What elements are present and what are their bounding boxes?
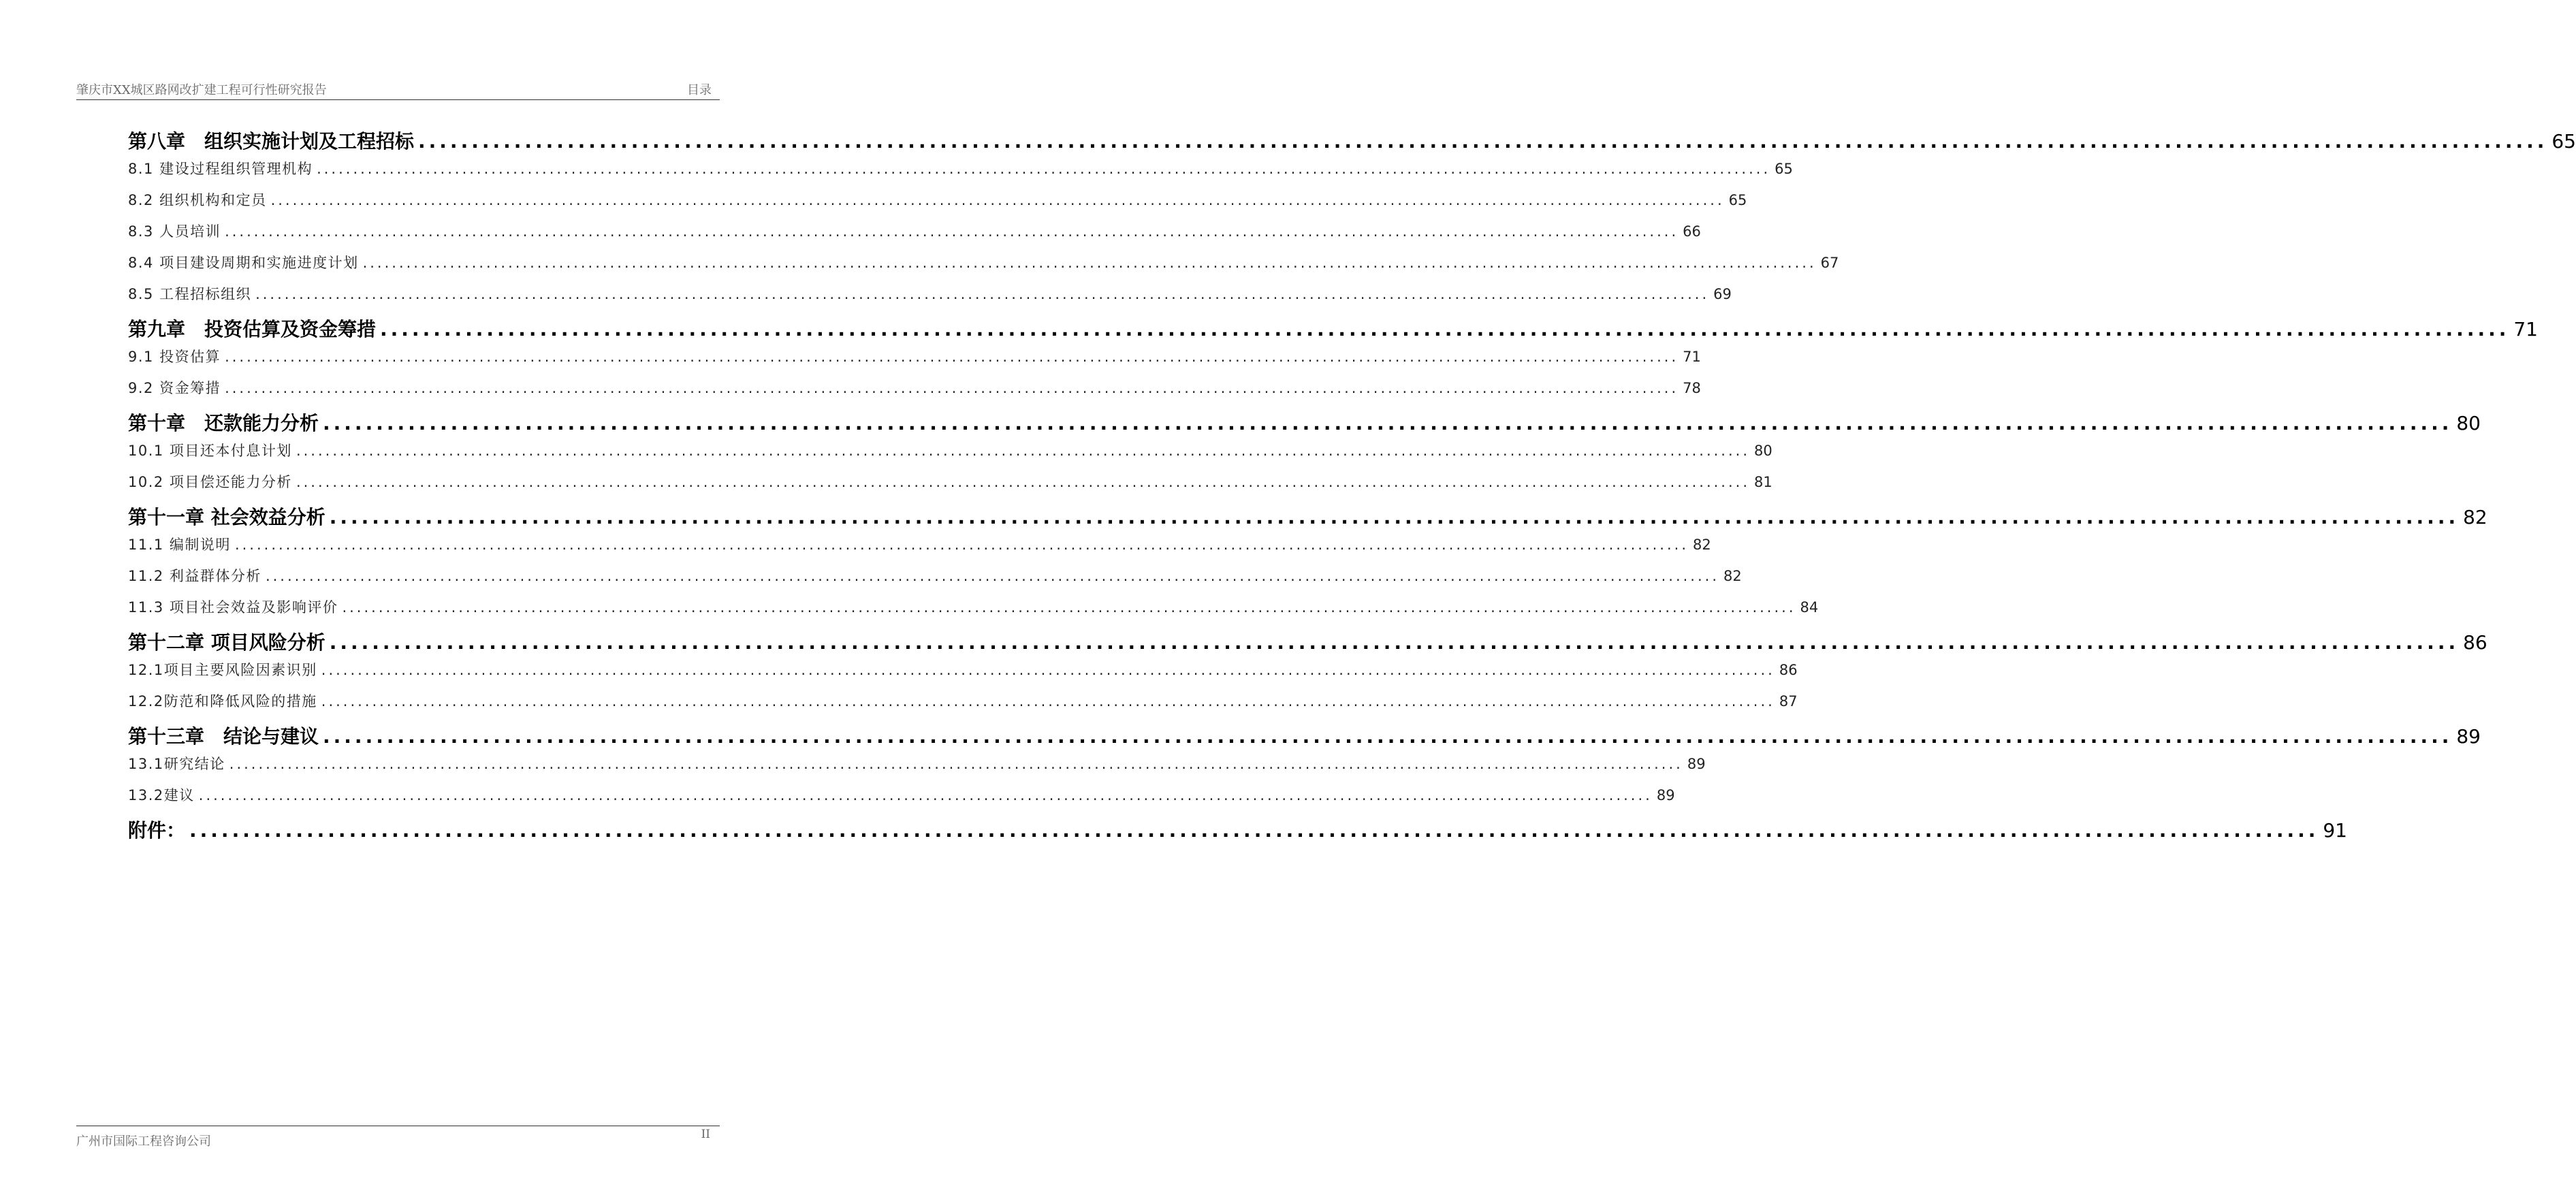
toc-chapter-entry[interactable] — [128, 503, 2487, 530]
toc-page-number: 91 — [2323, 819, 2347, 842]
toc-entry-title: 8.4 项目建设周期和实施进度计划 — [128, 255, 359, 271]
toc-dot-leader: ........................................................................................................................................................................................................ — [225, 380, 1679, 396]
toc-dot-leader: ........................................................................................................................................................................................................ — [342, 599, 1796, 616]
toc-entry-title: 9.2 资金筹措 — [128, 380, 221, 396]
toc-page-number: 65 — [2551, 130, 2576, 153]
toc-page-number: 89 — [1687, 756, 1706, 772]
toc-section-entry[interactable] — [128, 690, 1798, 711]
toc-entry-title: 第十三章 结论与建议 — [128, 725, 319, 748]
toc-entry-title: 8.2 组织机构和定员 — [128, 192, 267, 208]
toc-chapter-entry[interactable] — [128, 722, 2481, 749]
footer-page-number: II — [701, 1128, 710, 1141]
toc-page-number: 65 — [1728, 192, 1747, 208]
toc-page-number: 86 — [2463, 631, 2487, 654]
toc-section-entry[interactable] — [128, 346, 1701, 366]
toc-page-number: 81 — [1754, 474, 1772, 490]
toc-entry-title: 11.3 项目社会效益及影响评价 — [128, 599, 338, 616]
toc-entry-title: 8.3 人员培训 — [128, 223, 221, 240]
toc-dot-leader: ........................................................................................................................................................................................................ — [321, 693, 1775, 710]
toc-dot-leader: ........................................................................................................................................................................................................ — [270, 192, 1725, 208]
toc-entry-title: 12.1项目主要风险因素识别 — [128, 662, 317, 678]
toc-section-entry[interactable] — [128, 659, 1798, 680]
toc-entry-title: 9.1 投资估算 — [128, 349, 221, 365]
toc-entry-title: 10.2 项目偿还能力分析 — [128, 474, 292, 490]
toc-page-number: 82 — [1693, 537, 1711, 553]
toc-page-number: 71 — [1683, 349, 1701, 365]
toc-section-entry[interactable] — [128, 377, 1701, 398]
toc-entry-title: 第十章 还款能力分析 — [128, 412, 319, 434]
toc-page-number: 87 — [1779, 693, 1798, 710]
toc-page-number: 84 — [1800, 599, 1819, 616]
toc-dot-leader: ........................................................................................................................................................................................................ — [229, 756, 1683, 772]
toc-dot-leader: ........................................................................................................................................................................................................ — [255, 286, 1710, 302]
toc-dot-leader: ........................................................................................................................................................................................................ — [329, 631, 2460, 654]
toc-section-entry[interactable] — [128, 440, 1772, 460]
toc-dot-leader: ........................................................................................................................................................................................................ — [323, 725, 2453, 748]
toc-section-entry[interactable] — [128, 189, 1747, 210]
toc-chapter-entry[interactable] — [128, 816, 2347, 843]
toc-dot-leader: ........................................................................................................................................................................................................ — [225, 223, 1679, 240]
toc-entry-title: 12.2防范和降低风险的措施 — [128, 693, 317, 710]
toc-section-entry[interactable] — [128, 158, 1793, 178]
toc-dot-leader: ........................................................................................................................................................................................................ — [225, 349, 1679, 365]
toc-dot-leader: ........................................................................................................................................................................................................ — [329, 506, 2460, 528]
toc-entry-title: 第八章 组织实施计划及工程招标 — [128, 130, 415, 153]
toc-dot-leader: ........................................................................................................................................................................................................ — [189, 819, 2319, 842]
footer-company: 广州市国际工程咨询公司 — [76, 1134, 211, 1149]
toc-entry-title: 第九章 投资估算及资金筹措 — [128, 318, 377, 340]
toc-entry-title: 11.1 编制说明 — [128, 537, 231, 553]
toc-dot-leader: ........................................................................................................................................................................................................ — [296, 474, 1750, 490]
toc-page-number: 82 — [2463, 506, 2487, 528]
header-section: 目录 — [687, 83, 712, 97]
toc-entry-title: 11.2 利益群体分析 — [128, 568, 261, 584]
toc-entry-title: 附件： — [128, 819, 186, 842]
toc-page-number: 71 — [2513, 318, 2538, 340]
toc-dot-leader: ........................................................................................................................................................................................................ — [380, 318, 2510, 340]
toc-dot-leader: ........................................................................................................................................................................................................ — [265, 568, 1719, 584]
toc-page-number: 65 — [1775, 161, 1793, 177]
toc-entry-title: 8.5 工程招标组织 — [128, 286, 252, 302]
toc-entry-title: 13.1研究结论 — [128, 756, 225, 772]
toc-entry-title: 8.1 建设过程组织管理机构 — [128, 161, 313, 177]
toc-dot-leader: ........................................................................................................................................................................................................ — [321, 662, 1775, 678]
page-header — [76, 80, 720, 100]
toc-dot-leader: ........................................................................................................................................................................................................ — [198, 787, 1653, 803]
toc-dot-leader: ........................................................................................................................................................................................................ — [317, 161, 1771, 177]
toc-section-entry[interactable] — [128, 784, 1675, 805]
toc-dot-leader: ........................................................................................................................................................................................................ — [296, 443, 1750, 459]
toc-dot-leader: ........................................................................................................................................................................................................ — [323, 412, 2453, 434]
header-title: 肇庆市XX城区路网改扩建工程可行性研究报告 — [76, 83, 327, 97]
toc-page-number: 66 — [1683, 223, 1701, 240]
toc-section-entry[interactable] — [128, 596, 1819, 617]
toc-chapter-entry[interactable] — [128, 127, 2576, 154]
toc-page-number: 80 — [2456, 412, 2481, 434]
toc-section-entry[interactable] — [128, 565, 1742, 586]
toc-entry-title: 第十一章 社会效益分析 — [128, 506, 325, 528]
toc-page-number: 67 — [1820, 255, 1839, 271]
toc-page-number: 69 — [1713, 286, 1732, 302]
toc-dot-leader: ........................................................................................................................................................................................................ — [362, 255, 1817, 271]
toc-page-number: 89 — [1656, 787, 1675, 803]
toc-section-entry[interactable] — [128, 283, 1732, 304]
toc-chapter-entry[interactable] — [128, 409, 2481, 436]
toc-page-number: 82 — [1723, 568, 1742, 584]
toc-page-number: 80 — [1754, 443, 1772, 459]
toc-section-entry[interactable] — [128, 534, 1711, 554]
toc-page-number: 86 — [1779, 662, 1798, 678]
toc-page-number: 89 — [2456, 725, 2481, 748]
toc-dot-leader: ........................................................................................................................................................................................................ — [234, 537, 1689, 553]
toc-entry-title: 第十二章 项目风险分析 — [128, 631, 325, 654]
toc-section-entry[interactable] — [128, 753, 1706, 774]
toc-dot-leader: ........................................................................................................................................................................................................ — [418, 130, 2548, 153]
toc-page-number: 78 — [1683, 380, 1701, 396]
toc-chapter-entry[interactable] — [128, 315, 2538, 342]
toc-entry-title: 10.1 项目还本付息计划 — [128, 443, 292, 459]
toc-section-entry[interactable] — [128, 221, 1701, 241]
toc-chapter-entry[interactable] — [128, 628, 2487, 655]
toc-section-entry[interactable] — [128, 471, 1772, 492]
toc-section-entry[interactable] — [128, 252, 1839, 272]
toc-entry-title: 13.2建议 — [128, 787, 195, 803]
